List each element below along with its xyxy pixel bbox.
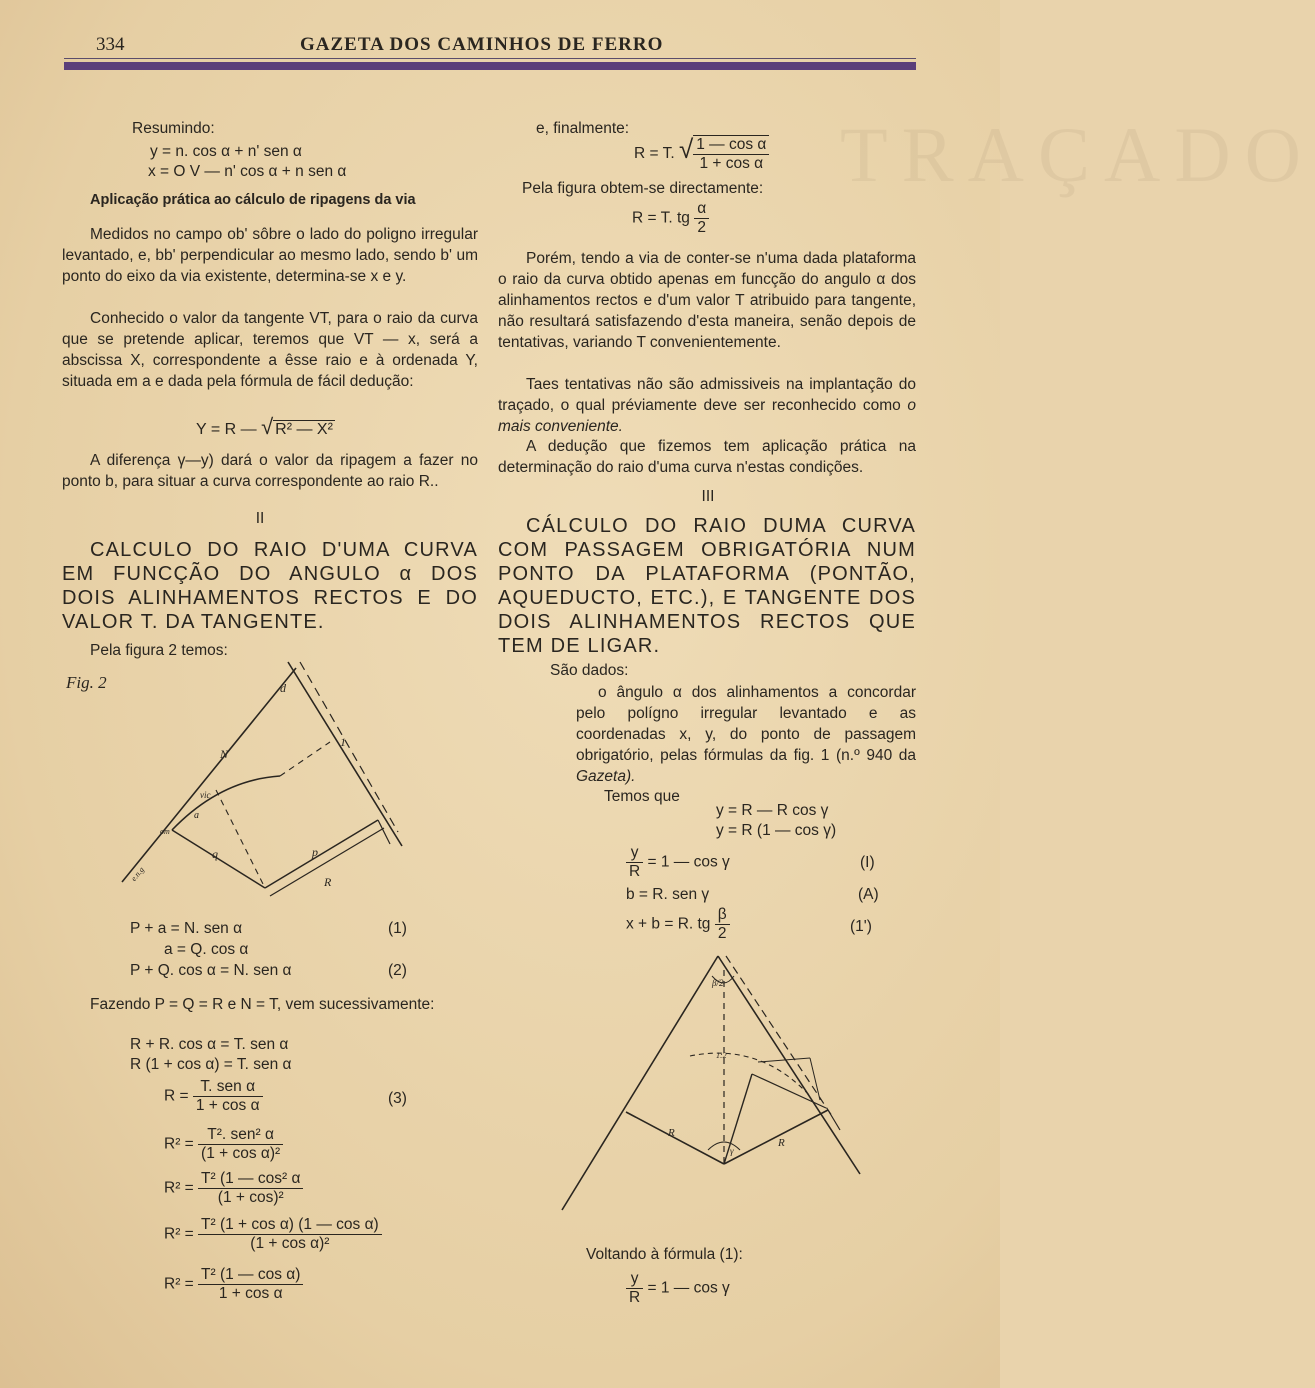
- e4-numerator: y: [626, 1270, 643, 1289]
- fig3-right-line: [718, 956, 860, 1174]
- fb-fraction: [694, 200, 709, 237]
- f7-numerator: T² (1 — cos α): [198, 1266, 303, 1285]
- header-rule-thin: [64, 58, 916, 59]
- section-2-number: II: [255, 510, 265, 527]
- f7-denominator: 1 + cos α: [218, 1285, 283, 1302]
- fa-radical-sign: √: [678, 134, 694, 164]
- fraction-eq-b: [632, 200, 709, 237]
- eq-tag-3: (3): [388, 1090, 407, 1107]
- page-number: 334: [96, 34, 125, 55]
- system-eq-3: P + Q. cos α = N. sen α: [130, 962, 292, 979]
- f5-numerator: T² (1 — cos² α: [198, 1170, 303, 1189]
- fraction-eq-7: [164, 1266, 303, 1303]
- eq-tag-I: (I): [860, 854, 875, 871]
- pela-figura-label: Pela figura 2 temos:: [90, 642, 228, 659]
- e3-fraction: [715, 906, 730, 943]
- paragraph-diferenca: A diferença γ—y) dará o valor da ripagem a fazer no ponto b, para situar a curva correspondente ao raio R..: [62, 452, 478, 490]
- e4-rhs: = 1 — cos γ: [647, 1279, 730, 1297]
- sao-dados-label: São dados:: [550, 662, 629, 679]
- equation-x: x = O V — n' cos α + n sen α: [148, 163, 347, 180]
- fig2-base-right: [265, 820, 378, 888]
- fig2-curve-arc: [172, 776, 280, 830]
- directamente-label: Pela figura obtem-se directamente:: [522, 180, 764, 197]
- formula-Y: [196, 414, 335, 440]
- fig2-letter-d: d: [280, 681, 286, 695]
- paragraph-deducao: A dedução que fizemos tem aplicação prática na determinação do raio d'uma curva n'estas condições.: [498, 438, 916, 476]
- section-3-title: CÁLCULO DO RAIO DUMA CURVA COM PASSAGEM OBRIGATÓRIA NUM PONTO DA PLATAFORMA (PONTÃO, AQUEDUCTO, ETC.), E TANGENTE DOS DOIS ALINHAMENTOS RECTOS QUE TEM DE LIGAR.: [498, 515, 916, 657]
- fig3-left-line: [562, 956, 718, 1210]
- subheading-aplicacao: Aplicação prática ao cálculo de ripagens da via: [90, 192, 416, 208]
- radical-sign: √: [261, 414, 274, 439]
- figure-2-diagram: [120, 660, 420, 900]
- paragraph-conhecido: Conhecido o valor da tangente VT, para o raio da curva que se pretende aplicar, teremos que VT — x, será a abscissa X, correspondente a êsse raio e à ordenada Y, situada em a e dada pela fórmula de fácil dedução:: [62, 310, 478, 390]
- fa-numerator: 1 — cos α: [693, 136, 769, 155]
- paragraph-fazendo: Fazendo P = Q = R e N = T, vem sucessivamente:: [90, 996, 435, 1013]
- angulo-italic: Gazeta).: [576, 768, 636, 785]
- paragraph-medidos: Medidos no campo ob' sôbre o lado do poligno irregular levantado, e, bb' perpendicular ao mesmo lado, sendo b' um ponto do eixo da via existente, determina-se x e y.: [62, 226, 478, 285]
- f6-denominator: (1 + cos α)²: [250, 1235, 330, 1252]
- fraction-eq-e3: [626, 906, 730, 943]
- fig2-letter-a: a: [194, 810, 199, 821]
- fig3-y-measure: [810, 1058, 820, 1100]
- fig2-letter-p: p: [312, 845, 318, 859]
- fraction-eq-5: [164, 1170, 303, 1207]
- fig2-dashed-extension: [280, 742, 330, 776]
- fa-denominator: 1 + cos α: [699, 154, 764, 172]
- e1-denominator: R: [629, 863, 641, 880]
- journal-title: GAZETA DOS CAMINHOS DE FERRO: [300, 34, 664, 55]
- formula-Y-radicand: R² — X²: [275, 421, 333, 438]
- fb-numerator: α: [694, 200, 709, 219]
- fraction-eq-a: [634, 134, 769, 173]
- e4-denominator: R: [629, 1289, 641, 1306]
- fig2-dashed-tangent: [300, 662, 398, 832]
- paragraph-angulo: [576, 682, 916, 787]
- bleed-through-text: TRAÇADO: [840, 111, 1315, 198]
- f6-numerator: T² (1 + cos α) (1 — cos α): [198, 1216, 382, 1235]
- f6-fraction: [198, 1216, 382, 1253]
- temos-que-label: Temos que: [604, 788, 680, 805]
- resumindo-label: Resumindo:: [132, 120, 215, 137]
- fig3-letter-beta: β/2: [712, 978, 724, 988]
- system-eq-2: a = Q. cos α: [164, 941, 249, 958]
- e3-numerator: β: [715, 906, 730, 925]
- voltando-label: Voltando à fórmula (1):: [586, 1246, 743, 1263]
- e1-fraction: [626, 844, 643, 881]
- fraction-eq-6: [164, 1216, 382, 1253]
- fig2-letter-T: 1: [340, 735, 346, 749]
- fa-fraction: [693, 135, 769, 173]
- f3-denominator: 1 + cos α: [195, 1097, 260, 1114]
- e1-numerator: y: [626, 844, 643, 863]
- fig-2-label: Fig. 2: [66, 673, 107, 692]
- fraction-eq-3: [164, 1078, 263, 1115]
- fa-lhs: R = T.: [634, 145, 675, 162]
- system-eq-1: P + a = N. sen α: [130, 920, 243, 937]
- f5-lhs: R² =: [164, 1179, 194, 1197]
- equation-t1: y = R — R cos γ: [716, 802, 829, 819]
- fb-lhs: R = T. tg: [632, 209, 690, 227]
- f3-lhs: R =: [164, 1087, 189, 1105]
- fig3-letter-n: 1:2: [716, 1051, 727, 1060]
- fig2-letter-om: om: [160, 827, 170, 836]
- f4-lhs: R² =: [164, 1135, 194, 1153]
- eq-tag-1prime: (1'): [850, 918, 872, 935]
- fig3-base-right: [724, 1110, 828, 1164]
- fig2-letter-q: q: [212, 847, 218, 861]
- fig2-letter-eng: e.n.g: [129, 865, 147, 883]
- fig3-radius-to-point: [724, 1074, 752, 1164]
- header-rule-thick: [64, 62, 916, 70]
- f3-numerator: T. sen α: [193, 1078, 263, 1097]
- fig3-letter-R2: R: [778, 1137, 785, 1149]
- equation-y: y = n. cos α + n' sen α: [150, 143, 302, 160]
- fig2-letter-R: R: [324, 875, 332, 889]
- taes-text: Taes tentativas não são admissiveis na implantação do traçado, o qual préviamente deve ser reconhecido como: [498, 376, 916, 414]
- finalmente-label: e, finalmente:: [536, 120, 630, 137]
- f7-lhs: R² =: [164, 1275, 194, 1293]
- section-2-title: CALCULO DO RAIO D'UMA CURVA EM FUNCÇÃO DO ANGULO α DOS DOIS ALINHAMENTOS RECTOS E DO VALOR T. DA TANGENTE.: [62, 539, 478, 633]
- f7-fraction: [198, 1266, 303, 1303]
- f5-fraction: [198, 1170, 303, 1207]
- fig3-letter-R1: R: [668, 1127, 675, 1139]
- equation-e2: b = R. sen γ: [626, 886, 710, 903]
- fig2-right-line: [288, 662, 402, 846]
- paragraph-porem: Porém, tendo a via de conter-se n'uma dada plataforma o raio da curva obtido apenas em funcção do angulo α dos alinhamentos rectos e d'um valor T atribuido para tangente, não resultará satisfazendo d'esta maneira, senão depois de tentativas, variando T convenientemente.: [498, 250, 916, 351]
- angulo-text: o ângulo α dos alinhamentos a concordar pelo polígno irregular levantado e as coordenadas x, y, do ponto de passagem obrigatório, pelas fórmulas da fig. 1 (n.º 940 da: [576, 684, 916, 764]
- fig2-letter-N: N: [220, 747, 229, 761]
- e3-lhs: x + b = R. tg: [626, 915, 711, 933]
- fraction-eq-e4: [626, 1270, 730, 1307]
- e1-rhs: = 1 — cos γ: [647, 853, 730, 871]
- equation-t2: y = R (1 — cos γ): [716, 822, 837, 839]
- fig3-letter-gamma: γ: [730, 1146, 734, 1156]
- step-eq-1: R + R. cos α = T. sen α: [130, 1036, 289, 1053]
- formula-Y-lhs: Y = R —: [196, 421, 257, 438]
- fig2-left-line: [122, 668, 296, 882]
- fb-denominator: 2: [697, 219, 706, 236]
- fraction-eq-4: [164, 1126, 283, 1163]
- f4-fraction: [198, 1126, 283, 1163]
- f5-denominator: (1 + cos)²: [217, 1189, 284, 1206]
- f4-numerator: T². sen² α: [198, 1126, 283, 1145]
- fraction-eq-e1: [626, 844, 730, 881]
- section-3-number: III: [701, 488, 715, 505]
- f3-fraction: [193, 1078, 263, 1115]
- fig3-dashed-tangent: [726, 956, 832, 1116]
- eq-tag-1: (1): [388, 920, 407, 937]
- e4-fraction: [626, 1270, 643, 1307]
- paragraph-taes: [498, 374, 916, 437]
- f6-lhs: R² =: [164, 1225, 194, 1243]
- f4-denominator: (1 + cos α)²: [201, 1145, 281, 1162]
- step-eq-2: R (1 + cos α) = T. sen α: [130, 1056, 292, 1073]
- figure-3-diagram: [540, 950, 880, 1220]
- fig3-base-left: [626, 1112, 724, 1164]
- fig2-letter-vc: vic: [200, 790, 211, 800]
- taes-italic: o mais conveniente.: [498, 397, 916, 435]
- eq-tag-2: (2): [388, 962, 407, 979]
- eq-tag-A: (A): [858, 886, 879, 903]
- e3-denominator: 2: [717, 925, 727, 942]
